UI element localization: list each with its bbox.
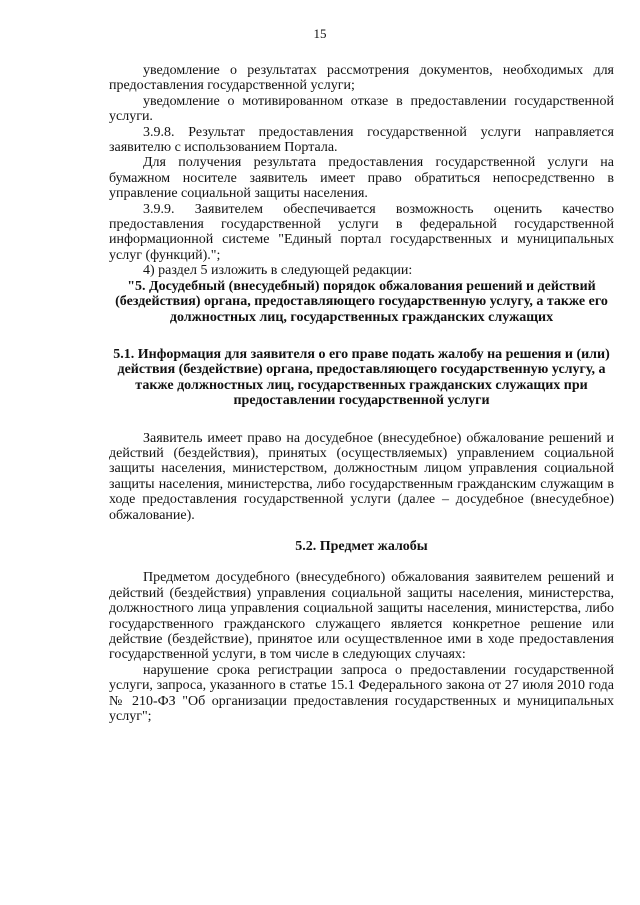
section-5-2-paragraph: нарушение срока регистрации запроса о предоставлении государственной услуги, запроса, указанного в статье 15.1 Федерального закона от 27 июля 2010 года № 210-ФЗ "Об организации предоставления государственных и муниципальных услуг";: [109, 662, 614, 725]
section-5-1-paragraph: Заявитель имеет право на досудебное (внесудебное) обжалование решений и действий (бездействия), принятых (осуществляемых) управлением социальной защиты населения, министерством, должностным лицом управления социальной защиты населения, министерства, либо государственным гражданским служащим в ходе предоставления государственной услуги (далее – досудебное (внесудебное) обжалование).: [109, 430, 614, 523]
paragraph: уведомление о результатах рассмотрения документов, необходимых для предоставления государственной услуги;: [109, 63, 614, 94]
document-body: [109, 63, 614, 724]
paragraph: 4) раздел 5 изложить в следующей редакции:: [143, 263, 413, 279]
section-5-heading: "5. Досудебный (внесудебный) порядок обжалования решений и действий (бездействия) органа, предоставляющего государственную услугу, а также его должностных лиц, государственных гражданских служащих: [115, 278, 608, 325]
paragraph: 3.9.9. Заявителем обеспечивается возможность оценить качество предоставления государственной услуги в федеральной государственной информационной системе "Единый портал государственных и муниципальных услуг (функций).";: [109, 201, 614, 263]
paragraph: 3.9.8. Результат предоставления государственной услуги направляется заявителю с использованием Портала.: [109, 124, 614, 156]
section-5-1-heading: 5.1. Информация для заявителя о его праве подать жалобу на решения и (или) действия (бездействие) органа, предоставляющего государственную услугу, а также должностных лиц, государственных гражданских служащих при предоставлении государственной услуги: [113, 346, 610, 409]
section-5-2-heading: 5.2. Предмет жалобы: [295, 538, 428, 554]
paragraph: Для получения результата предоставления государственной услуги на бумажном носителе заявитель имеет право обратиться непосредственно в управление социальной защиты населения.: [109, 155, 614, 202]
section-5-2-paragraph: Предметом досудебного (внесудебного) обжалования заявителем решений и действий (бездействия) управления социальной защиты населения, министерства, должностного лица управления социальной защиты населения, министерства, либо государственного гражданского служащего является конкретное решение или действие (бездействие), принятое или осуществленное ими в ходе предоставления государственной услуги, в том числе в следующих случаях:: [109, 570, 614, 663]
page-number: 15: [313, 26, 327, 41]
paragraph: уведомление о мотивированном отказе в предоставлении государственной услуги.: [109, 93, 614, 125]
